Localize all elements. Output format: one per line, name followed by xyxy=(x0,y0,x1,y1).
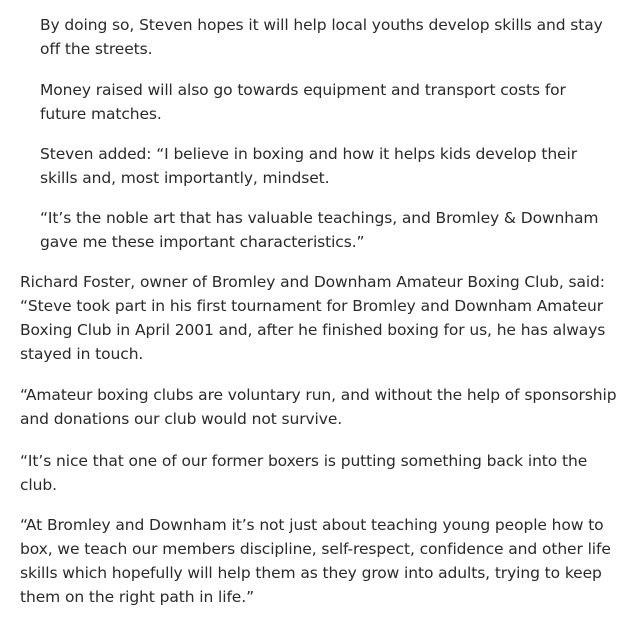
paragraph: Money raised will also go towards equipment and transport costs for future matches. xyxy=(40,81,566,123)
paragraph: “It’s the noble art that has valuable teachings, and Bromley & Downham gave me these important characteristics.” xyxy=(40,209,599,251)
paragraph: “It’s nice that one of our former boxers is putting something back into the club. xyxy=(20,452,588,494)
paragraph: Richard Foster, owner of Bromley and Downham Amateur Boxing Club, said: “Steve took part in his first tournament for Bromley and Downham Amateur Boxing Club in April 2001 and, after he finished boxing for us, he has always stayed in touch. xyxy=(20,273,606,363)
paragraph: Steven added: “I believe in boxing and how it helps kids develop their skills and, most importantly, mindset. xyxy=(40,145,577,187)
paragraph: By doing so, Steven hopes it will help local youths develop skills and stay off the streets. xyxy=(40,16,603,58)
paragraph: “At Bromley and Downham it’s not just about teaching young people how to box, we teach our members discipline, self-respect, confidence and other life skills which hopefully will help them as they grow into adults, trying to keep them on the right path in life.” xyxy=(20,516,611,606)
paragraph: “Amateur boxing clubs are voluntary run, and without the help of sponsorship and donations our club would not survive. xyxy=(20,386,617,428)
